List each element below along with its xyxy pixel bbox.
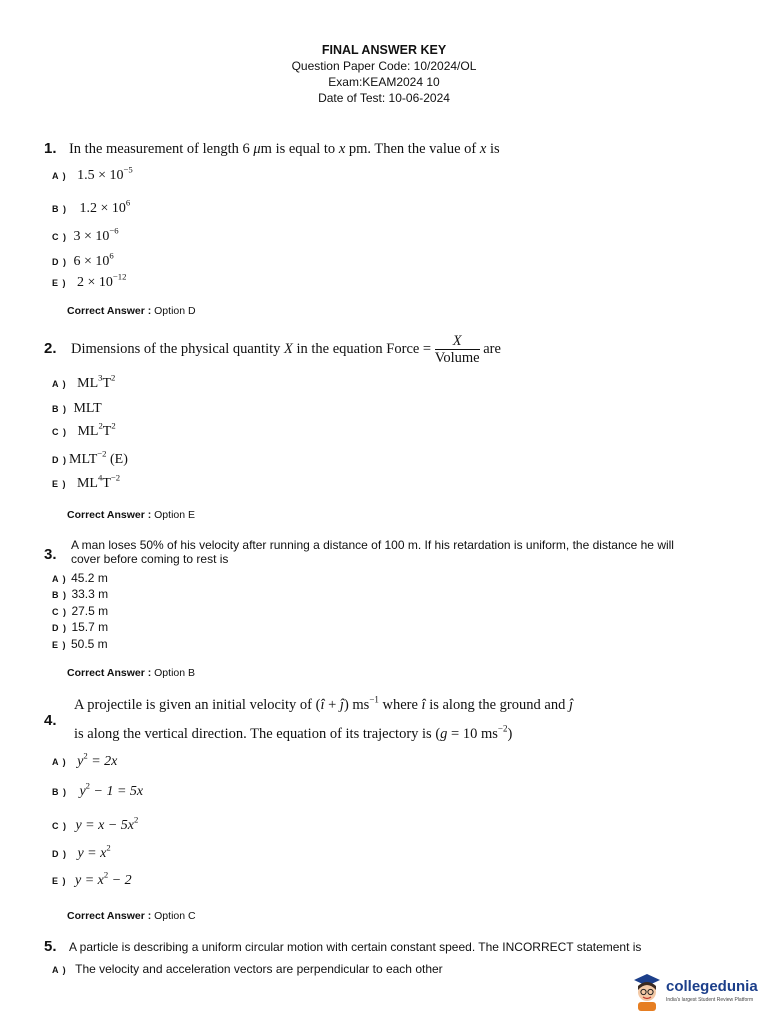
correct-answer: Correct Answer : Option D: [67, 305, 196, 317]
correct-answer: Correct Answer : Option C: [67, 910, 196, 922]
question-text: A particle is describing a uniform circular motion with certain constant speed. The INCORRECT statement is: [68, 940, 642, 954]
option-a: A ) The velocity and acceleration vectors are perpendicular to each other: [52, 962, 443, 976]
answer-key-header: [0, 42, 768, 106]
option-d: D ) $6 \times 10^6$: [52, 250, 114, 269]
option-a: A ) $1.5 \times 10^{-5}$: [52, 164, 133, 183]
option-d: D ) $y = x^2$: [52, 842, 111, 861]
question-number: 3.: [44, 546, 57, 563]
option-e: E ) $ML^4T^{-2}$: [52, 472, 121, 491]
question-number: 1.: [44, 140, 57, 157]
page-title: FINAL ANSWER KEY: [321, 43, 447, 57]
question-2: [44, 333, 501, 366]
test-date: Date of Test: 10-06-2024: [318, 91, 450, 105]
option-d: D ) 15.7 m: [52, 620, 109, 634]
question-text: A man loses 50% of his velocity after running a distance of 100 m. If his retardation is uniform, the distance he will cover before coming to rest is: [71, 538, 674, 566]
logo-wordmark: collegedunia: [666, 978, 758, 995]
question-text-line-1: A projectile is given an initial velocity of (î + ĵ) $ms^{-1}$ where î is along the ground and ĵ: [74, 694, 573, 713]
question-text: In the measurement of length 6 μm is equal to x pm. Then the value of x is: [68, 141, 500, 157]
option-c: C ) $3 \times 10^{-6}$: [52, 225, 119, 244]
option-b: B ) $1.2 \times 10^6$: [52, 197, 131, 216]
option-b: B ) $y^2 - 1 = 5x$: [52, 780, 144, 799]
option-b: B ) MLT: [52, 401, 102, 416]
correct-answer: Correct Answer : Option B: [67, 667, 195, 679]
option-d: D ) $MLT^{-2}$ (E): [52, 448, 128, 467]
question-number: 4.: [44, 712, 57, 729]
option-e: E ) 50.5 m: [52, 637, 108, 651]
correct-answer: Correct Answer : Option E: [67, 509, 195, 521]
fraction: $\frac{X}{\text{Volume}}$: [434, 333, 480, 366]
option-a: A ) $y^2 = 2x$: [52, 750, 118, 769]
question-text: Dimensions of the physical quantity X in the equation Force = $\frac{X}{\text{Volume}}$ are: [70, 333, 501, 366]
option-b: B ) 33.3 m: [52, 587, 109, 601]
option-a: A ) 45.2 m: [52, 571, 108, 585]
option-c: C ) $ML^2T^2$: [52, 420, 116, 439]
question-paper-code: Question Paper Code: 10/2024/OL: [291, 59, 477, 73]
logo-tagline: India's largest Student Review Platform: [666, 997, 754, 1003]
question-1: [44, 140, 500, 158]
collegedunia-logo-icon: [630, 972, 664, 1012]
option-e: E ) $y = x^2 - 2$: [52, 869, 132, 888]
question-5: [44, 938, 641, 956]
option-e: E ) $2 \times 10^{-12}$: [52, 271, 127, 290]
option-c: C ) $y = x - 5x^2$: [52, 814, 139, 833]
option-c: C ) 27.5 m: [52, 604, 109, 618]
question-text-line-2: is along the vertical direction. The equation of its trajectory is (g = 10 $ms^{-2}$): [74, 723, 513, 742]
option-a: A ) $ML^3T^2$: [52, 372, 116, 391]
question-number: 2.: [44, 339, 57, 357]
question-number: 5.: [44, 938, 57, 955]
exam-name: Exam:KEAM2024 10: [328, 75, 440, 89]
